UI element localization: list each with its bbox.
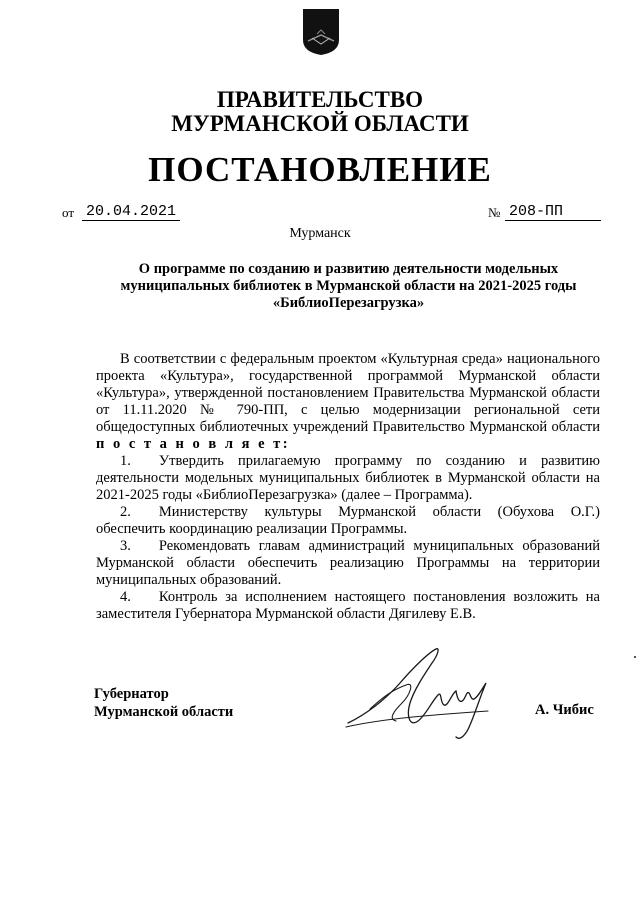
signatory-position-line2: Мурманской области [94,704,234,720]
item-number: 1. [120,453,131,469]
preamble-text: В соответствии с федеральным проектом «Культурная среда» национального проекта «Культура», государственной программой Мурманской области «Культура», утвержденной постановлением Правительства Мурманской области от 11.11.2020 № 790-ПП, с целью модернизации региональной сети общедоступных библиотечных учреждений Правительство Мурманской области [96,351,600,435]
list-item [96,453,600,504]
coat-of-arms-icon [302,8,340,56]
document-number: 208-ПП [505,203,601,221]
signatory-position [94,685,233,721]
subject-line: муниципальных библиотек в Мурманской области на 2021-2025 годы [120,278,577,294]
city-name: Мурманск [289,226,351,241]
document-date: 20.04.2021 [82,203,180,221]
item-body: Министерству культуры Мурманской области (Обухова О.Г.) обеспечить координацию реализации Программы. [96,504,600,537]
item-text [96,504,600,538]
handwritten-signature [340,645,495,745]
preamble-paragraph [96,351,600,453]
item-text [96,453,600,504]
decree-word: п о с т а н о в л я е т: [96,436,291,452]
organization-name-line2: МУРМАНСКОЙ ОБЛАСТИ [171,111,469,136]
item-body: Рекомендовать главам администраций муниципальных образований Мурманской области обеспечить реализацию Программы на территории муниципальных образований. [96,538,600,588]
number-prefix: № [488,205,501,220]
organization-name-line1: ПРАВИТЕЛЬСТВО [216,87,424,112]
item-number: 2. [120,504,131,520]
scan-dot [634,656,636,658]
item-body: Утвердить прилагаемую программу по созданию и развитию деятельности модельных муниципальных библиотек в Мурманской области на 2021-2025 годы «БиблиоПерезагрузка» (далее – Программа). [96,453,600,503]
item-body: Контроль за исполнением настоящего постановления возложить на заместителя Губернатора Мурманской области Дягилеву Е.В. [96,589,600,622]
item-text [96,589,600,623]
signatory-position-line1: Губернатор [94,686,169,702]
date-prefix: от [62,205,75,220]
item-number: 3. [120,538,131,554]
document-body [96,351,600,623]
subject-line: О программе по созданию и развитию деятельности модельных [138,261,559,277]
subject-line: «БиблиоПерезагрузка» [272,295,425,311]
document-type-title: ПОСТАНОВЛЕНИЕ [148,150,492,189]
list-item [96,504,600,538]
list-item [96,538,600,589]
document-subject [96,261,601,312]
item-text [96,538,600,589]
item-number: 4. [120,589,131,605]
list-item [96,589,600,623]
signatory-name: А. Чибис [535,702,594,718]
